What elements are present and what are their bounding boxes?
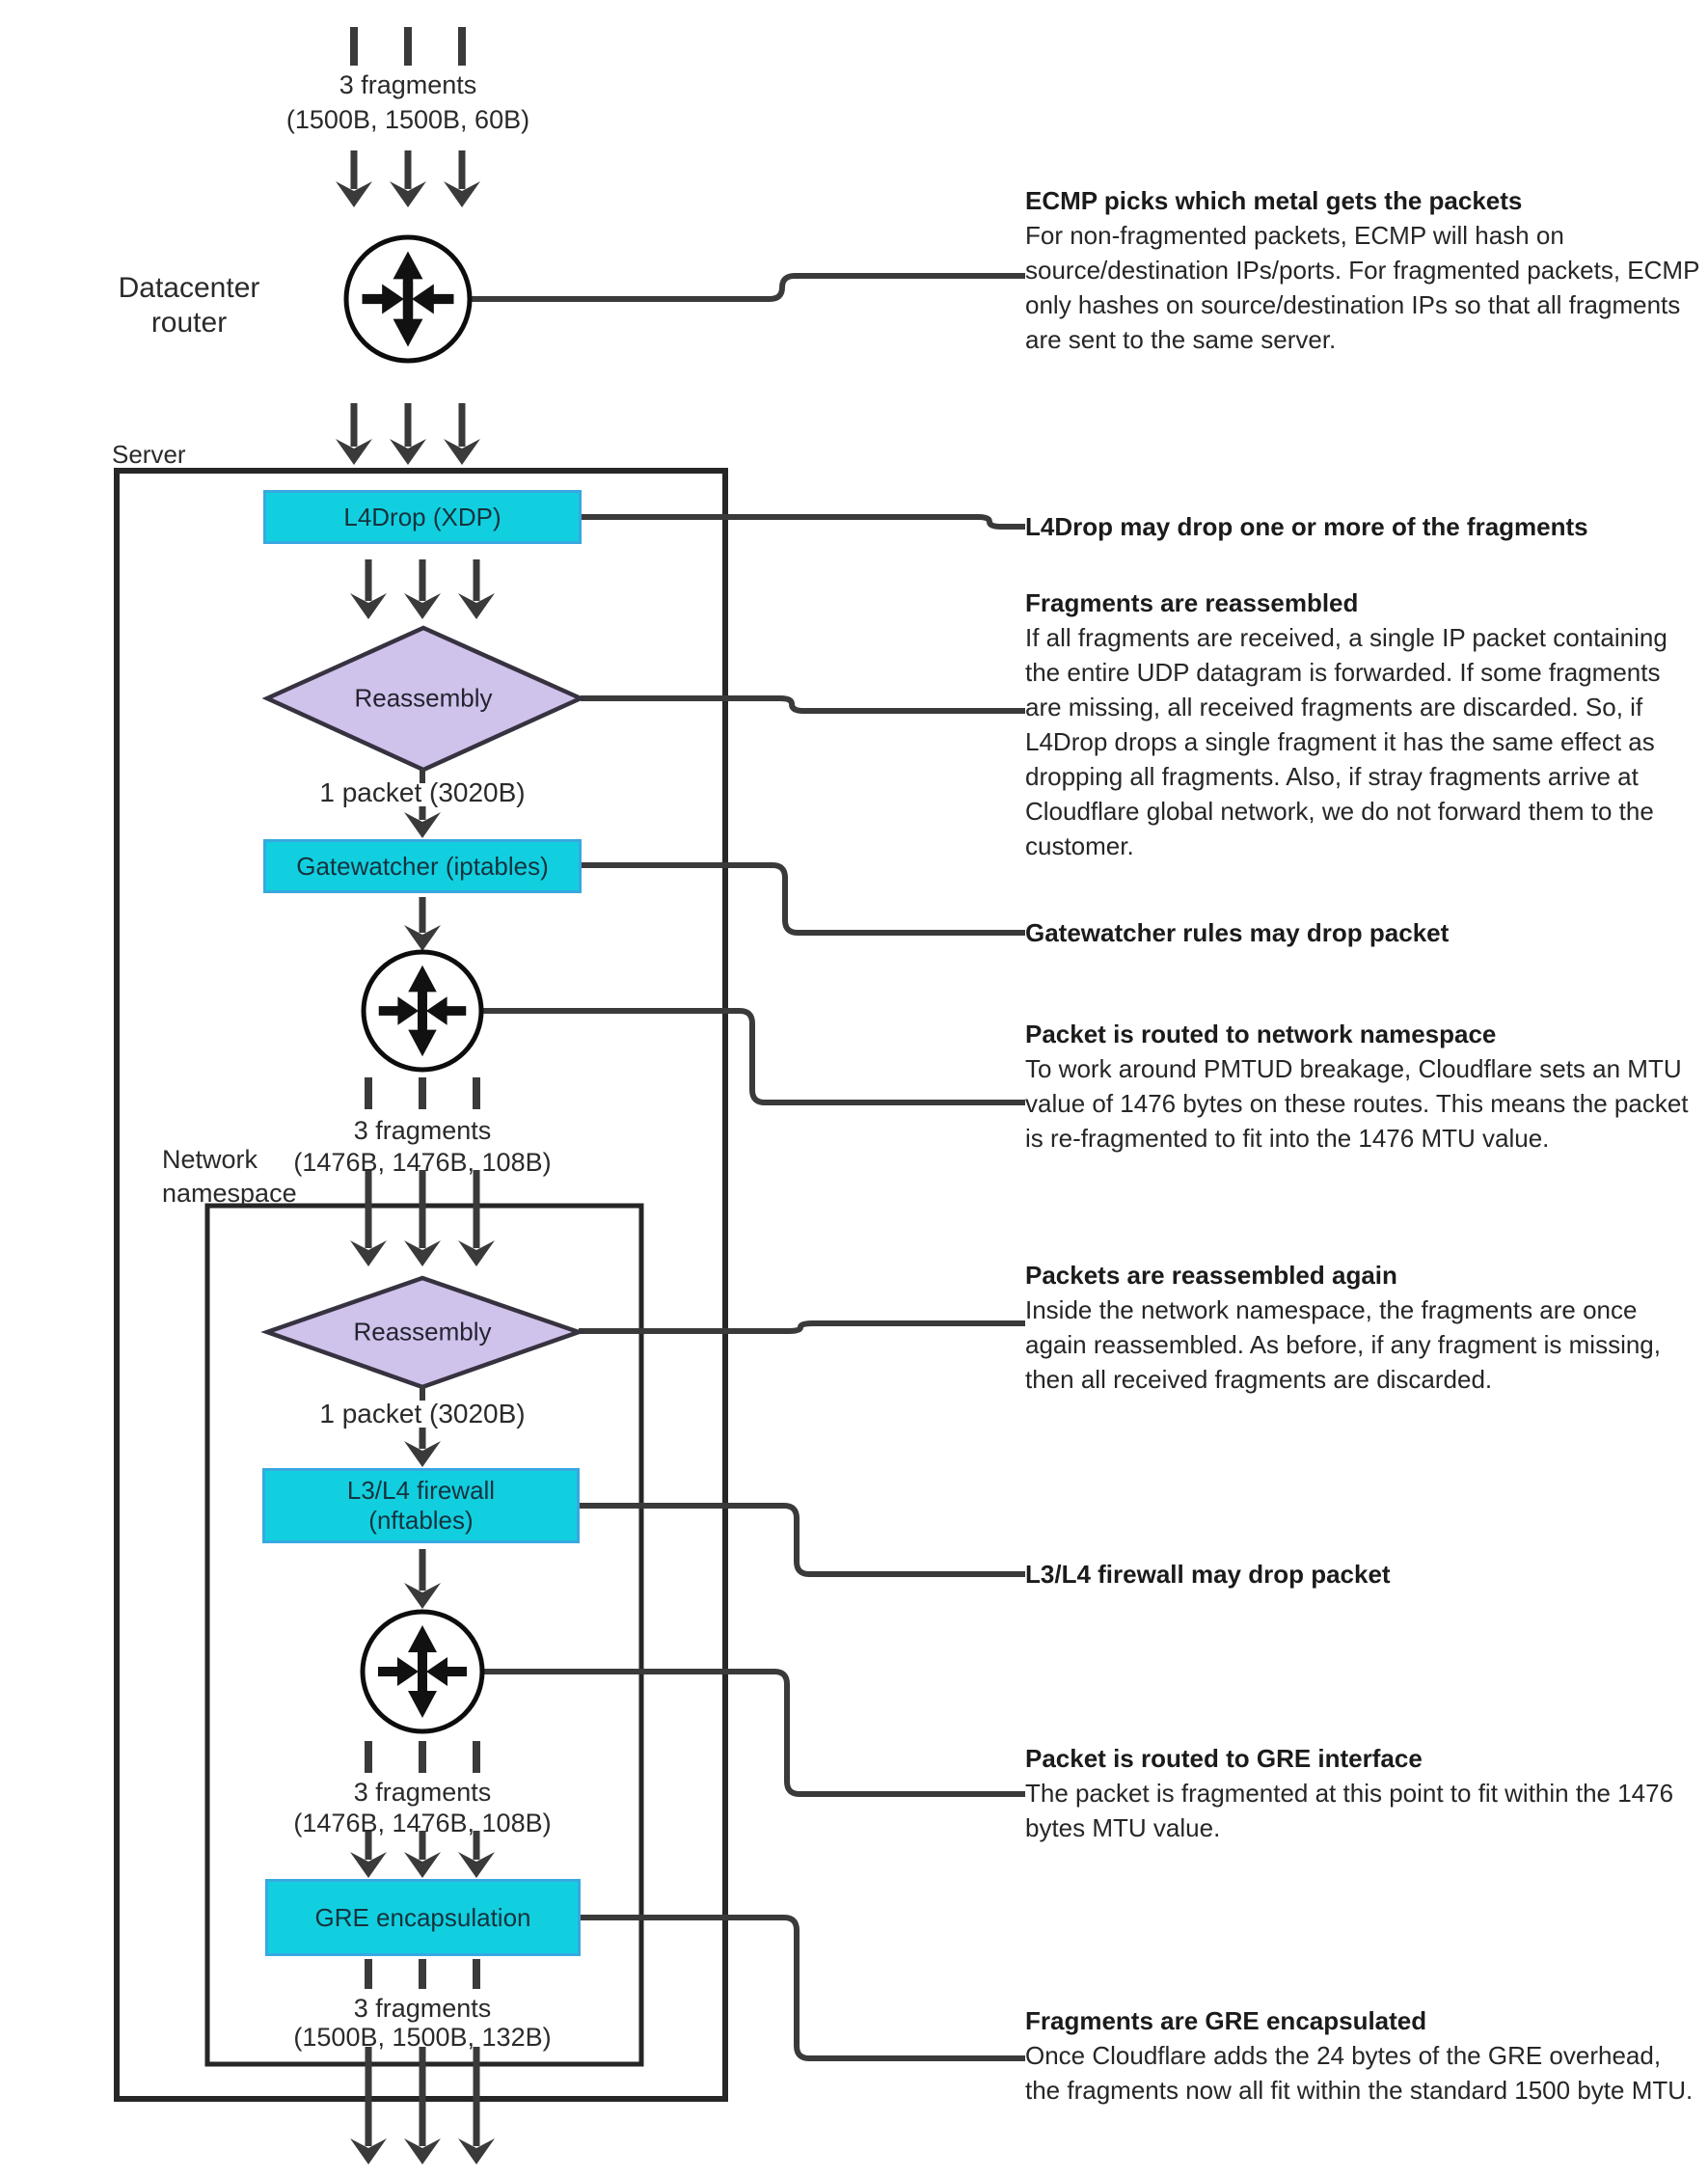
datacenter-router-line1: Datacenter — [118, 272, 260, 304]
connector-line — [580, 1506, 1025, 1574]
process-label — [347, 1476, 495, 1536]
annotation-reassembled-again — [1025, 1258, 1700, 1397]
process-box-gatewatcher — [263, 839, 582, 893]
router-icon — [363, 1612, 482, 1731]
annotation-title: Packets are reassembled again — [1025, 1261, 1397, 1290]
fragment-sizes-label: (1500B, 1500B, 60B) — [285, 105, 530, 134]
datacenter-router-line2: router — [150, 307, 228, 339]
annotation-gre-encapsulated — [1025, 2003, 1700, 2108]
packet-label-1: 1 packet (3020B) — [319, 777, 526, 807]
annotation-body: If all fragments are received, a single IP packet containing the entire UDP datagram is forwarded. If some fragments are missing, all received fragments are discarded. So, if L4Drop drops a single fragment it has the same effect as dropping all fragments. Also, if stray fragments arrive at Cloudflare global network, we do not forward them to the customer. — [1025, 623, 1667, 860]
process-label: GRE encapsulation — [314, 1902, 531, 1932]
router-icon — [346, 237, 470, 361]
annotation-body: To work around PMTUD breakage, Cloudflare sets an MTU value of 1476 bytes on these routes. This means the packet is re-fragmented to fit into the 1476 MTU value. — [1025, 1054, 1689, 1153]
annotation-title: ECMP picks which metal gets the packets — [1025, 186, 1523, 215]
server-label: Server — [112, 440, 186, 469]
connector-line — [581, 698, 1025, 711]
annotation-routed-namespace — [1025, 1017, 1700, 1156]
process-box-l4drop — [263, 490, 582, 544]
annotation-title: Packet is routed to GRE interface — [1025, 1744, 1423, 1773]
process-label-line1: L3/L4 firewall — [346, 1476, 496, 1505]
router-icon — [364, 952, 481, 1070]
annotation-title: Fragments are reassembled — [1025, 588, 1359, 617]
fragment-count-label: 3 fragments — [353, 1116, 492, 1145]
process-label-line2: (nftables) — [368, 1506, 474, 1535]
annotation-title: Fragments are GRE encapsulated — [1025, 2006, 1427, 2035]
annotation-title: Packet is routed to network namespace — [1025, 1020, 1497, 1048]
annotation-l4drop — [1025, 509, 1700, 544]
network-namespace-line1: Network — [162, 1145, 258, 1174]
annotation-reassembled — [1025, 585, 1700, 863]
process-label: L4Drop (XDP) — [343, 502, 502, 531]
datacenter-router-label — [119, 271, 260, 340]
annotation-gatewatcher — [1025, 915, 1700, 950]
process-box-l3l4-firewall — [262, 1468, 580, 1543]
fragment-count-label: 3 fragments — [353, 1994, 492, 2023]
network-namespace-label — [162, 1143, 297, 1211]
network-namespace-line2: namespace — [162, 1179, 297, 1208]
connector-line — [582, 865, 1025, 933]
fragment-sizes-label: (1500B, 1500B, 132B) — [293, 2023, 552, 2052]
annotation-title: L3/L4 firewall may drop packet — [1025, 1560, 1391, 1589]
decision-label-reassembly1: Reassembly — [354, 683, 493, 713]
process-box-gre-encapsulation — [265, 1879, 581, 1956]
annotation-title: Gatewatcher rules may drop packet — [1025, 918, 1450, 947]
fragment-sizes-label: (1476B, 1476B, 108B) — [293, 1148, 552, 1177]
fragment-count-label: 3 fragments — [339, 70, 477, 99]
connector-line — [481, 1011, 1025, 1102]
packet-label-2: 1 packet (3020B) — [319, 1399, 526, 1429]
annotation-body: Inside the network namespace, the fragments are once again reassembled. As before, if any fragment is missing, then all received fragments are discarded. — [1025, 1295, 1661, 1394]
annotation-gre-interface — [1025, 1741, 1700, 1845]
fragment-count-label: 3 fragments — [353, 1778, 492, 1807]
connector-line — [581, 1918, 1025, 2058]
annotation-title: L4Drop may drop one or more of the fragments — [1025, 512, 1588, 541]
annotation-l3l4 — [1025, 1557, 1700, 1592]
process-label: Gatewatcher (iptables) — [296, 851, 549, 881]
annotation-body: The packet is fragmented at this point to fit within the 1476 bytes MTU value. — [1025, 1779, 1674, 1842]
connector-line — [482, 1672, 1025, 1794]
annotation-body: For non-fragmented packets, ECMP will hash on source/destination IPs/ports. For fragmented packets, ECMP only hashes on source/destination IPs so that all fragments are sent to the same server. — [1025, 221, 1699, 354]
annotation-body: Once Cloudflare adds the 24 bytes of the GRE overhead, the fragments now all fit within the standard 1500 byte MTU. — [1025, 2041, 1694, 2105]
decision-label-reassembly2: Reassembly — [353, 1317, 492, 1347]
connector-line — [470, 276, 1025, 299]
fragment-sizes-label: (1476B, 1476B, 108B) — [293, 1809, 552, 1837]
connector-line — [579, 1323, 1025, 1331]
connector-line — [582, 517, 1025, 527]
annotation-ecmp — [1025, 183, 1700, 357]
